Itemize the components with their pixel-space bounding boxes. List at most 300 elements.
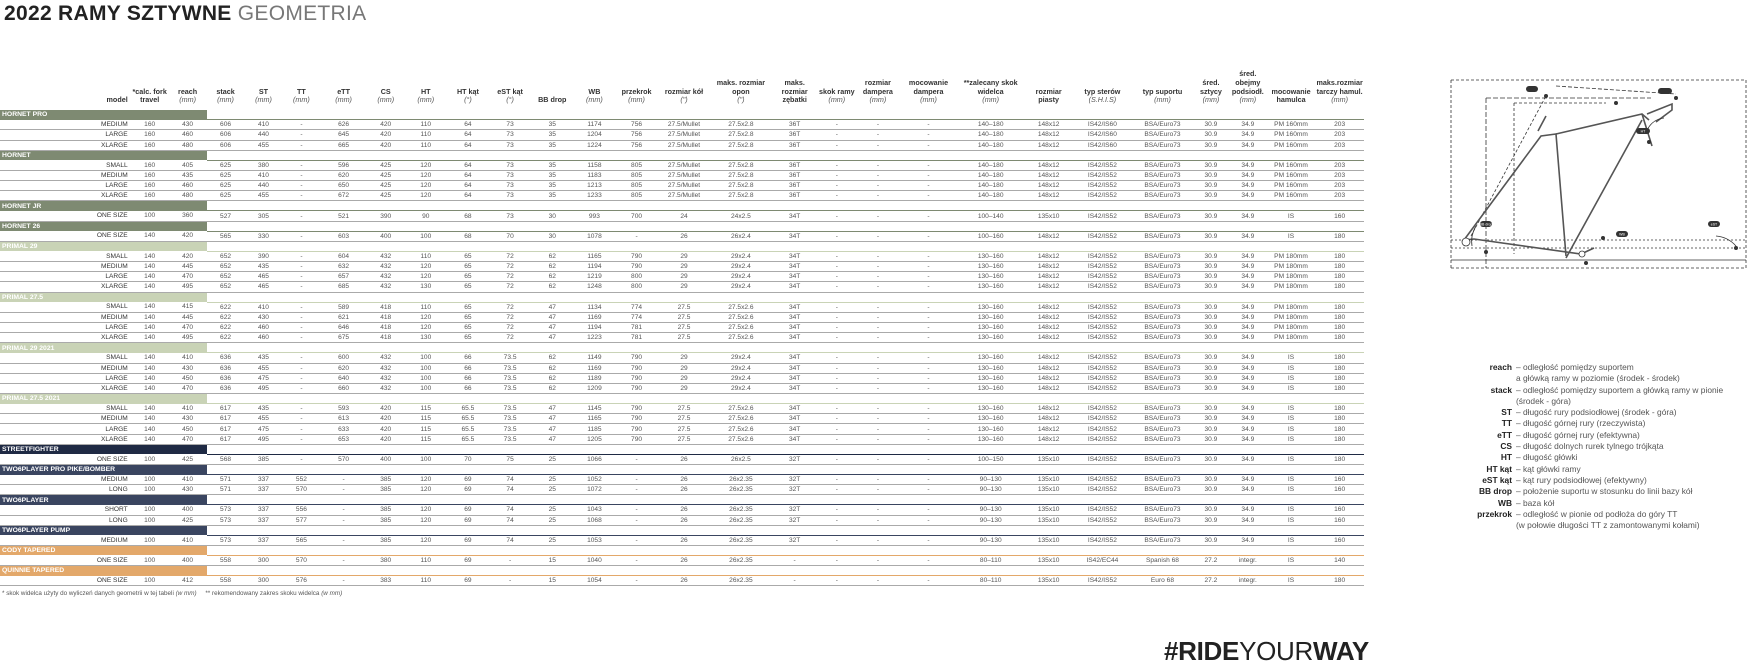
value-cell: 445 bbox=[169, 312, 207, 322]
value-cell: 30.9 bbox=[1193, 130, 1229, 140]
value-cell: 1213 bbox=[573, 181, 615, 191]
value-cell: 30.9 bbox=[1193, 424, 1229, 434]
legend-description: – długość rury podsiodłowej (środek - góra) bbox=[1516, 407, 1677, 418]
value-cell: 470 bbox=[169, 434, 207, 444]
size-cell: LARGE bbox=[0, 130, 131, 140]
column-header bbox=[818, 70, 856, 110]
value-cell: 100 bbox=[405, 454, 447, 464]
value-cell: 65 bbox=[447, 251, 489, 261]
value-cell: 110 bbox=[405, 140, 447, 150]
value-cell: 203 bbox=[1315, 181, 1364, 191]
value-cell: 1194 bbox=[573, 322, 615, 332]
value-cell: 32T bbox=[771, 454, 817, 464]
value-cell: - bbox=[900, 231, 957, 241]
value-cell: 80–110 bbox=[957, 576, 1024, 586]
value-cell: 1068 bbox=[573, 515, 615, 525]
value-cell: 1165 bbox=[573, 251, 615, 261]
value-cell: - bbox=[856, 535, 900, 545]
value-cell: 1053 bbox=[573, 535, 615, 545]
value-cell: 34.9 bbox=[1229, 140, 1267, 150]
value-cell: 34.9 bbox=[1229, 353, 1267, 363]
model-group-rule bbox=[207, 444, 1364, 454]
value-cell: 35 bbox=[531, 140, 573, 150]
value-cell: - bbox=[771, 576, 817, 586]
value-cell: - bbox=[818, 333, 856, 343]
value-cell: 34.9 bbox=[1229, 272, 1267, 282]
value-cell: 410 bbox=[169, 475, 207, 485]
value-cell: 1189 bbox=[573, 373, 615, 383]
value-cell: - bbox=[818, 262, 856, 272]
value-cell: 34.9 bbox=[1229, 404, 1267, 414]
value-cell: - bbox=[856, 353, 900, 363]
value-cell: 115 bbox=[405, 404, 447, 414]
legend-description: – długość dolnych rurek tylnego trójkąta bbox=[1516, 441, 1664, 452]
value-cell: 27.5x2.6 bbox=[710, 404, 771, 414]
value-cell: 1223 bbox=[573, 333, 615, 343]
column-header-unit: (mm) bbox=[920, 95, 937, 105]
value-cell: 596 bbox=[320, 160, 366, 170]
value-cell: 100 bbox=[131, 515, 169, 525]
size-cell: LONG bbox=[0, 485, 131, 495]
value-cell: 66 bbox=[447, 363, 489, 373]
value-cell: 34.9 bbox=[1229, 251, 1267, 261]
value-cell: 47 bbox=[531, 312, 573, 322]
value-cell: 675 bbox=[320, 333, 366, 343]
value-cell: - bbox=[900, 555, 957, 565]
value-cell: 36T bbox=[771, 160, 817, 170]
value-cell: 36T bbox=[771, 191, 817, 201]
value-cell: 73.5 bbox=[489, 383, 531, 393]
value-cell: 1052 bbox=[573, 475, 615, 485]
table-row bbox=[0, 485, 1364, 495]
value-cell: 69 bbox=[447, 485, 489, 495]
value-cell: 100 bbox=[131, 576, 169, 586]
value-cell: 570 bbox=[282, 485, 320, 495]
value-cell: 47 bbox=[531, 302, 573, 312]
value-cell: 73.5 bbox=[489, 353, 531, 363]
legend-term: eTT bbox=[1497, 429, 1512, 440]
value-cell: - bbox=[282, 130, 320, 140]
value-cell: 432 bbox=[367, 353, 405, 363]
value-cell: 606 bbox=[207, 140, 245, 150]
value-cell: 30.9 bbox=[1193, 475, 1229, 485]
legend-description-continued: a główką ramy w poziomie (środek - środek) bbox=[1516, 373, 1680, 384]
value-cell: 64 bbox=[447, 120, 489, 130]
value-cell: 660 bbox=[320, 383, 366, 393]
value-cell: 135x10 bbox=[1024, 211, 1072, 221]
value-cell: 100 bbox=[405, 383, 447, 393]
value-cell: 1066 bbox=[573, 454, 615, 464]
column-header-label: maks.rozmiar tarczy hamul. bbox=[1316, 77, 1363, 96]
size-cell: MEDIUM bbox=[0, 414, 131, 424]
value-cell: 26 bbox=[658, 485, 711, 495]
value-cell: 593 bbox=[320, 404, 366, 414]
value-cell: - bbox=[856, 383, 900, 393]
value-cell: 400 bbox=[169, 555, 207, 565]
size-cell: ONE SIZE bbox=[0, 231, 131, 241]
value-cell: IS42/IS60 bbox=[1073, 140, 1132, 150]
value-cell: BSA/Euro73 bbox=[1132, 272, 1193, 282]
value-cell: 160 bbox=[1315, 485, 1364, 495]
value-cell: 700 bbox=[615, 211, 657, 221]
value-cell: 1165 bbox=[573, 414, 615, 424]
value-cell: - bbox=[818, 181, 856, 191]
value-cell: IS42/IS52 bbox=[1073, 272, 1132, 282]
model-group-rule bbox=[207, 201, 1364, 211]
value-cell: 790 bbox=[615, 404, 657, 414]
column-header-unit: (mm) bbox=[1154, 95, 1171, 105]
value-cell: 26x2.5 bbox=[710, 454, 771, 464]
value-cell: 100 bbox=[405, 353, 447, 363]
value-cell: 25 bbox=[531, 485, 573, 495]
value-cell: - bbox=[900, 170, 957, 180]
value-cell: 140 bbox=[131, 251, 169, 261]
size-cell: XLARGE bbox=[0, 434, 131, 444]
legend-item bbox=[1440, 441, 1723, 452]
value-cell: PM 180mm bbox=[1267, 282, 1315, 292]
tagline-ride: #RIDE bbox=[1164, 636, 1240, 666]
value-cell: BSA/Euro73 bbox=[1132, 505, 1193, 515]
value-cell: - bbox=[282, 282, 320, 292]
column-header-unit: (mm) bbox=[179, 95, 196, 105]
size-cell: LONG bbox=[0, 515, 131, 525]
model-group-name: HORNET bbox=[0, 150, 131, 160]
value-cell: 90–130 bbox=[957, 535, 1024, 545]
value-cell: 790 bbox=[615, 262, 657, 272]
value-cell: BSA/Euro73 bbox=[1132, 515, 1193, 525]
value-cell: 30.9 bbox=[1193, 262, 1229, 272]
value-cell: 130–160 bbox=[957, 312, 1024, 322]
table-row bbox=[0, 535, 1364, 545]
value-cell: 420 bbox=[169, 251, 207, 261]
value-cell: 148x12 bbox=[1024, 170, 1072, 180]
value-cell: 1072 bbox=[573, 485, 615, 495]
value-cell: 652 bbox=[207, 282, 245, 292]
value-cell: 135x10 bbox=[1024, 576, 1072, 586]
value-cell: 100 bbox=[131, 454, 169, 464]
model-group-header bbox=[0, 465, 1364, 475]
value-cell: 120 bbox=[405, 181, 447, 191]
value-cell: 64 bbox=[447, 130, 489, 140]
value-cell: 27.5/Mullet bbox=[658, 160, 711, 170]
legend-term: BB drop bbox=[1478, 486, 1512, 497]
value-cell: 30.9 bbox=[1193, 160, 1229, 170]
model-group-band bbox=[131, 495, 207, 505]
value-cell: 34T bbox=[771, 231, 817, 241]
value-cell: BSA/Euro73 bbox=[1132, 160, 1193, 170]
value-cell: IS42/IS52 bbox=[1073, 434, 1132, 444]
value-cell: - bbox=[856, 130, 900, 140]
column-header-unit: (mm) bbox=[1331, 95, 1349, 105]
value-cell: 47 bbox=[531, 404, 573, 414]
value-cell: - bbox=[818, 211, 856, 221]
value-cell: 672 bbox=[320, 191, 366, 201]
value-cell: - bbox=[856, 576, 900, 586]
value-cell: 337 bbox=[245, 505, 283, 515]
value-cell: 432 bbox=[367, 373, 405, 383]
column-header-label: *calc. fork travel bbox=[132, 86, 167, 105]
legend-term: WB bbox=[1498, 497, 1512, 508]
value-cell: - bbox=[282, 333, 320, 343]
bb-drop-label: BB drop bbox=[1479, 222, 1493, 227]
value-cell: 140 bbox=[131, 231, 169, 241]
model-group-rule bbox=[207, 394, 1364, 404]
value-cell: 30.9 bbox=[1193, 515, 1229, 525]
value-cell: 790 bbox=[615, 434, 657, 444]
value-cell: 657 bbox=[320, 272, 366, 282]
value-cell: 435 bbox=[245, 353, 283, 363]
value-cell: 180 bbox=[1315, 353, 1364, 363]
value-cell: 420 bbox=[367, 130, 405, 140]
value-cell: 30 bbox=[531, 211, 573, 221]
value-cell: - bbox=[282, 211, 320, 221]
value-cell: 26 bbox=[658, 231, 711, 241]
value-cell: 790 bbox=[615, 373, 657, 383]
table-row bbox=[0, 363, 1364, 373]
value-cell: 556 bbox=[282, 505, 320, 515]
value-cell: 35 bbox=[531, 181, 573, 191]
value-cell: IS bbox=[1267, 485, 1315, 495]
column-header-label: mocowanie dampera bbox=[908, 77, 949, 96]
table-row bbox=[0, 251, 1364, 261]
value-cell: 27.5x2.8 bbox=[710, 170, 771, 180]
value-cell: 100 bbox=[405, 363, 447, 373]
model-group-rule bbox=[207, 292, 1364, 302]
size-cell: LARGE bbox=[0, 272, 131, 282]
value-cell: 34.9 bbox=[1229, 181, 1267, 191]
value-cell: BSA/Euro73 bbox=[1132, 170, 1193, 180]
legend-item bbox=[1440, 486, 1723, 497]
value-cell: 160 bbox=[131, 160, 169, 170]
value-cell: 73 bbox=[489, 211, 531, 221]
value-cell: BSA/Euro73 bbox=[1132, 353, 1193, 363]
value-cell: 62 bbox=[531, 363, 573, 373]
value-cell: 30.9 bbox=[1193, 302, 1229, 312]
value-cell: 34T bbox=[771, 363, 817, 373]
value-cell: 29 bbox=[658, 262, 711, 272]
value-cell: - bbox=[900, 160, 957, 170]
value-cell: 35 bbox=[531, 120, 573, 130]
value-cell: - bbox=[818, 170, 856, 180]
value-cell: - bbox=[900, 353, 957, 363]
value-cell: - bbox=[856, 363, 900, 373]
legend-item bbox=[1440, 430, 1723, 441]
value-cell: 993 bbox=[573, 211, 615, 221]
value-cell: 26 bbox=[658, 475, 711, 485]
value-cell: 27.5 bbox=[658, 404, 711, 414]
value-cell: 800 bbox=[615, 272, 657, 282]
model-group-header bbox=[0, 525, 1364, 535]
value-cell: 62 bbox=[531, 383, 573, 393]
table-row bbox=[0, 120, 1364, 130]
value-cell: 130–160 bbox=[957, 262, 1024, 272]
value-cell: 420 bbox=[169, 231, 207, 241]
footnotes bbox=[2, 590, 342, 597]
value-cell: 130–160 bbox=[957, 282, 1024, 292]
column-header bbox=[1229, 70, 1267, 110]
column-header bbox=[900, 70, 957, 110]
value-cell: 410 bbox=[169, 404, 207, 414]
value-cell: 65.5 bbox=[447, 404, 489, 414]
value-cell: 30.9 bbox=[1193, 454, 1229, 464]
value-cell: 589 bbox=[320, 302, 366, 312]
column-header bbox=[1267, 70, 1315, 110]
value-cell: 100–150 bbox=[957, 454, 1024, 464]
value-cell: 34T bbox=[771, 322, 817, 332]
value-cell: 30.9 bbox=[1193, 231, 1229, 241]
size-cell: SHORT bbox=[0, 505, 131, 515]
value-cell: 32T bbox=[771, 535, 817, 545]
value-cell: - bbox=[282, 373, 320, 383]
value-cell: - bbox=[856, 373, 900, 383]
value-cell: 140 bbox=[131, 262, 169, 272]
value-cell: IS bbox=[1267, 555, 1315, 565]
value-cell: IS bbox=[1267, 424, 1315, 434]
value-cell: 27.5/Mullet bbox=[658, 181, 711, 191]
value-cell: - bbox=[856, 454, 900, 464]
table-row bbox=[0, 140, 1364, 150]
value-cell: 148x12 bbox=[1024, 282, 1072, 292]
value-cell: 573 bbox=[207, 535, 245, 545]
model-group-name: PRIMAL 29 bbox=[0, 241, 131, 251]
value-cell: - bbox=[856, 282, 900, 292]
value-cell: 26x2.35 bbox=[710, 475, 771, 485]
value-cell: - bbox=[282, 262, 320, 272]
value-cell: 130–160 bbox=[957, 322, 1024, 332]
value-cell: 1158 bbox=[573, 160, 615, 170]
value-cell: 140–180 bbox=[957, 191, 1024, 201]
column-header bbox=[856, 70, 900, 110]
value-cell: 73.5 bbox=[489, 434, 531, 444]
value-cell: 30.9 bbox=[1193, 181, 1229, 191]
value-cell: - bbox=[818, 282, 856, 292]
value-cell: IS bbox=[1267, 404, 1315, 414]
value-cell: 64 bbox=[447, 160, 489, 170]
value-cell: - bbox=[818, 404, 856, 414]
value-cell: 465 bbox=[245, 282, 283, 292]
value-cell: 412 bbox=[169, 576, 207, 586]
value-cell: 29 bbox=[658, 251, 711, 261]
value-cell: BSA/Euro73 bbox=[1132, 333, 1193, 343]
value-cell: 62 bbox=[531, 272, 573, 282]
value-cell: 130–160 bbox=[957, 414, 1024, 424]
value-cell: 34.9 bbox=[1229, 191, 1267, 201]
column-header-unit: (S.H.I.S) bbox=[1088, 95, 1117, 105]
value-cell: - bbox=[282, 454, 320, 464]
size-cell: LARGE bbox=[0, 373, 131, 383]
value-cell: 180 bbox=[1315, 576, 1364, 586]
value-cell: 69 bbox=[447, 576, 489, 586]
value-cell: 27.5x2.8 bbox=[710, 181, 771, 191]
value-cell: 35 bbox=[531, 191, 573, 201]
legend-description: – długość główki bbox=[1516, 452, 1578, 463]
value-cell: 470 bbox=[169, 383, 207, 393]
value-cell: 30.9 bbox=[1193, 140, 1229, 150]
value-cell: 148x12 bbox=[1024, 191, 1072, 201]
value-cell: - bbox=[818, 505, 856, 515]
value-cell: 130–160 bbox=[957, 434, 1024, 444]
value-cell: BSA/Euro73 bbox=[1132, 383, 1193, 393]
value-cell: 400 bbox=[367, 454, 405, 464]
value-cell: - bbox=[818, 353, 856, 363]
value-cell: 1169 bbox=[573, 312, 615, 322]
value-cell: 420 bbox=[367, 414, 405, 424]
size-cell: MEDIUM bbox=[0, 170, 131, 180]
value-cell: 455 bbox=[245, 363, 283, 373]
value-cell: 34.9 bbox=[1229, 130, 1267, 140]
value-cell: IS42/IS52 bbox=[1073, 505, 1132, 515]
value-cell: 480 bbox=[169, 191, 207, 201]
value-cell: - bbox=[856, 251, 900, 261]
value-cell: 180 bbox=[1315, 312, 1364, 322]
value-cell: 100–140 bbox=[957, 211, 1024, 221]
value-cell: 621 bbox=[320, 312, 366, 322]
legend-description: – baza kół bbox=[1516, 497, 1555, 508]
value-cell: 650 bbox=[320, 181, 366, 191]
value-cell: 148x12 bbox=[1024, 302, 1072, 312]
value-cell: 73 bbox=[489, 140, 531, 150]
legend-term: TT bbox=[1501, 418, 1512, 429]
value-cell: 475 bbox=[245, 424, 283, 434]
value-cell: 432 bbox=[367, 251, 405, 261]
column-header bbox=[489, 70, 531, 110]
value-cell: 29x2.4 bbox=[710, 251, 771, 261]
value-cell: - bbox=[856, 404, 900, 414]
legend-item bbox=[1440, 407, 1723, 418]
value-cell: IS42/IS52 bbox=[1073, 424, 1132, 434]
value-cell: PM 160mm bbox=[1267, 181, 1315, 191]
value-cell: 130–160 bbox=[957, 272, 1024, 282]
value-cell: 34T bbox=[771, 424, 817, 434]
value-cell: 26 bbox=[658, 535, 711, 545]
value-cell: 36T bbox=[771, 170, 817, 180]
value-cell: - bbox=[615, 475, 657, 485]
value-cell: 29x2.4 bbox=[710, 262, 771, 272]
value-cell: 435 bbox=[169, 170, 207, 180]
value-cell: IS42/IS52 bbox=[1073, 373, 1132, 383]
value-cell: 148x12 bbox=[1024, 363, 1072, 373]
value-cell: Spanish 68 bbox=[1132, 555, 1193, 565]
value-cell: 435 bbox=[245, 262, 283, 272]
value-cell: - bbox=[320, 485, 366, 495]
value-cell: 130–160 bbox=[957, 333, 1024, 343]
value-cell: 135x10 bbox=[1024, 485, 1072, 495]
value-cell: 68 bbox=[447, 211, 489, 221]
value-cell: 180 bbox=[1315, 302, 1364, 312]
value-cell: 558 bbox=[207, 576, 245, 586]
value-cell: 603 bbox=[320, 231, 366, 241]
legend-description: – długość górnej rury (rzeczywista) bbox=[1516, 418, 1646, 429]
model-group-name: HORNET JR bbox=[0, 201, 131, 211]
value-cell: 74 bbox=[489, 475, 531, 485]
value-cell: 30.9 bbox=[1193, 211, 1229, 221]
value-cell: BSA/Euro73 bbox=[1132, 191, 1193, 201]
value-cell: 1209 bbox=[573, 383, 615, 393]
value-cell: 430 bbox=[169, 363, 207, 373]
size-cell: SMALL bbox=[0, 404, 131, 414]
value-cell: 30.9 bbox=[1193, 322, 1229, 332]
table-row bbox=[0, 434, 1364, 444]
value-cell: - bbox=[856, 505, 900, 515]
value-cell: 26 bbox=[658, 515, 711, 525]
value-cell: 120 bbox=[405, 262, 447, 272]
column-header-label: rozmiar kół bbox=[664, 86, 704, 96]
column-header bbox=[531, 70, 573, 110]
value-cell: 425 bbox=[169, 515, 207, 525]
value-cell: IS42/IS52 bbox=[1073, 515, 1132, 525]
value-cell: 34.9 bbox=[1229, 434, 1267, 444]
value-cell: 110 bbox=[405, 555, 447, 565]
